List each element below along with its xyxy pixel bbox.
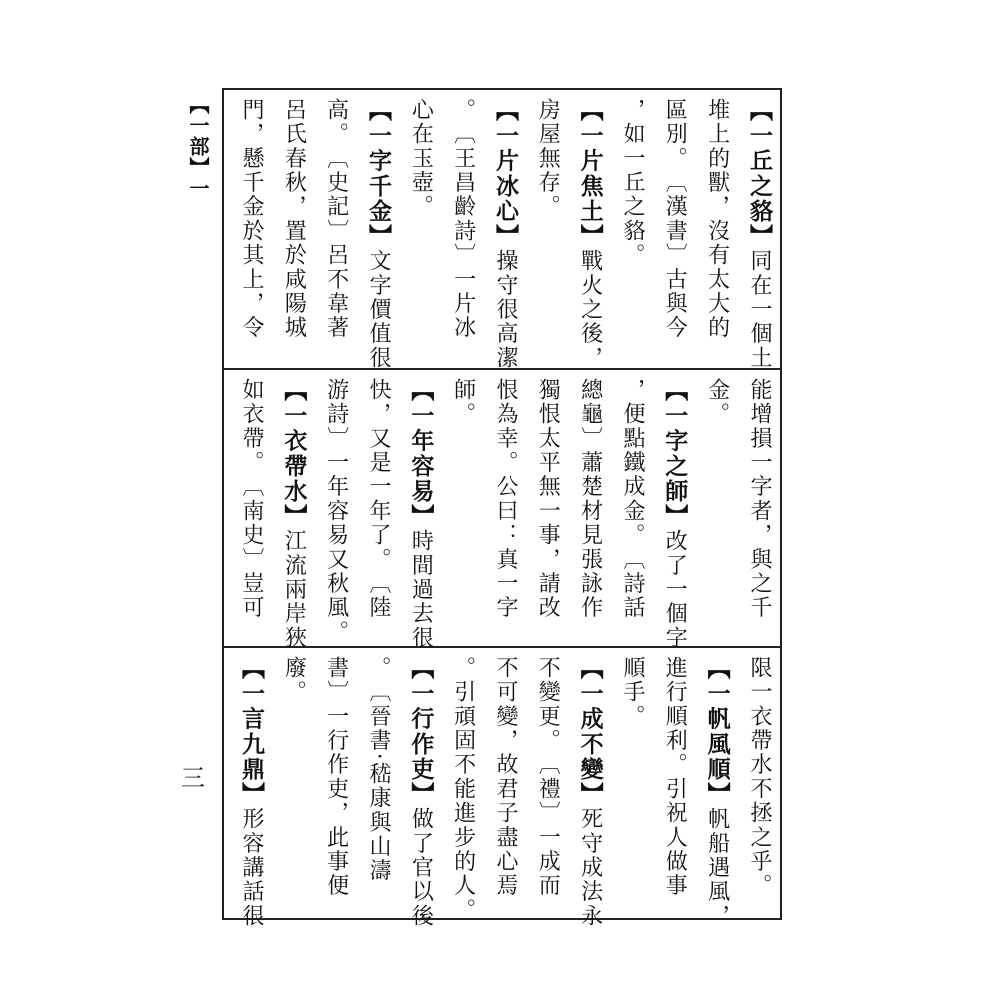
text-column (696, 98, 732, 368)
text-column (696, 656, 732, 929)
text-column (611, 98, 647, 368)
definition-text: 。︹晉書·嵇康與山濤 (365, 656, 391, 883)
definition-text: 師。 (450, 378, 476, 427)
definition-text: 順手。 (619, 656, 645, 729)
definition-text: 文字價值很 (365, 249, 391, 371)
text-column (653, 656, 689, 918)
definition-text: 能增損一字者，與之千 (746, 378, 772, 620)
headword: 【一言九鼎】 (238, 656, 264, 808)
headword: 【一片冰心】 (491, 98, 518, 250)
headword: 【一帆風順】 (703, 656, 730, 808)
text-column (315, 98, 351, 368)
text-column (357, 656, 393, 918)
definition-text: 時間過去很 (408, 529, 434, 651)
text-column (272, 98, 308, 368)
headword: 【一丘之貉】 (745, 98, 772, 250)
entry-block (224, 368, 780, 651)
text-column (272, 656, 308, 918)
text-column (272, 378, 308, 651)
definition-text: 限一衣帶水不拯之乎。 (746, 656, 772, 898)
text-column (696, 378, 732, 646)
text-column (526, 656, 562, 918)
text-column (738, 98, 774, 371)
definition-text: ，便點鐵成金。︹詩話 (619, 378, 645, 620)
text-column (442, 378, 478, 646)
definition-text: 不可變，故君子盡心焉 (492, 656, 518, 898)
text-column (569, 98, 605, 371)
definition-text: ，如一丘之貉。 (619, 98, 645, 268)
definition-text: 呂氏春秋，置於咸陽城 (281, 98, 307, 340)
definition-text: 江流兩岸狹 (281, 529, 307, 651)
headword: 【一年容易】 (407, 378, 434, 530)
definition-text: 戰火之後， (577, 249, 603, 371)
definition-text: 廢。 (281, 656, 307, 705)
text-column (484, 656, 520, 918)
definition-text: 不變更。︹禮︺一成而 (535, 656, 561, 898)
text-column (399, 656, 435, 929)
definition-text: 心在玉壺。 (408, 98, 434, 219)
text-column (315, 656, 351, 918)
page-number: 三 (181, 764, 205, 792)
headword: 【一片焦土】 (576, 98, 603, 250)
text-column (526, 378, 562, 646)
text-column (484, 98, 520, 371)
text-column (399, 378, 435, 651)
entry-block (224, 90, 780, 371)
definition-text: 操守很高潔 (492, 249, 518, 371)
text-column (399, 98, 435, 368)
text-column (230, 378, 266, 646)
section-heading: 【一部】一 (186, 94, 210, 199)
definition-text: 高。︹史記︺呂不韋著 (323, 98, 349, 340)
definition-text: 金。 (704, 378, 730, 427)
text-column (230, 656, 266, 929)
text-column (442, 656, 478, 923)
text-column (569, 378, 605, 646)
text-column (357, 378, 393, 646)
text-column (315, 378, 351, 646)
headword: 【一成不變】 (576, 656, 603, 808)
headword: 【一字之師】 (661, 378, 688, 530)
definition-text: 游詩︺一年容易又秋風。 (323, 378, 349, 645)
headword: 【一字千金】 (364, 98, 391, 250)
definition-text: 進行順利。引祝人做事 (662, 656, 688, 898)
text-column (569, 656, 605, 929)
text-column (653, 378, 689, 651)
definition-text: 獨恨太平無一事，請改 (535, 378, 561, 620)
text-column (738, 378, 774, 646)
definition-text: 門，懸千金於其上，令 (239, 98, 264, 340)
text-column (484, 378, 520, 646)
dictionary-page-frame (222, 88, 782, 929)
text-column (611, 378, 647, 646)
definition-text: 房屋無存。 (535, 98, 561, 219)
definition-text: 堆上的獸，沒有太大的 (704, 98, 730, 340)
definition-text: 。引頑固不能進步的人。 (450, 656, 476, 923)
definition-text: 改了一個字 (662, 529, 688, 651)
text-column (653, 98, 689, 368)
text-column (738, 656, 774, 918)
definition-text: 形容講話很 (239, 807, 264, 929)
definition-text: 恨為幸。公曰：真一字 (492, 378, 518, 620)
definition-text: 區別。︹漢書︺古與今 (662, 98, 688, 340)
text-column (526, 98, 562, 368)
definition-text: 快，又是一年了。︹陸 (365, 378, 391, 620)
definition-text: 同在一個土 (746, 249, 772, 371)
headword: 【一衣帶水】 (280, 378, 307, 530)
text-column (611, 656, 647, 918)
entry-block (224, 646, 780, 929)
definition-text: 書︺一行作吏，此事便 (323, 656, 349, 898)
definition-text: 總龜︺蕭楚材見張詠作 (577, 378, 603, 620)
text-column (442, 98, 478, 368)
definition-text: 做了官以後 (408, 807, 434, 929)
definition-text: 死守成法永 (577, 807, 603, 929)
headword: 【一行作吏】 (407, 656, 434, 808)
text-column (357, 98, 393, 371)
definition-text: 如衣帶。︹南史︺豈可 (239, 378, 264, 620)
definition-text: 帆船遇風， (704, 807, 730, 929)
text-column (230, 98, 266, 368)
definition-text: 。︹王昌齡詩︺一片冰 (450, 98, 476, 340)
